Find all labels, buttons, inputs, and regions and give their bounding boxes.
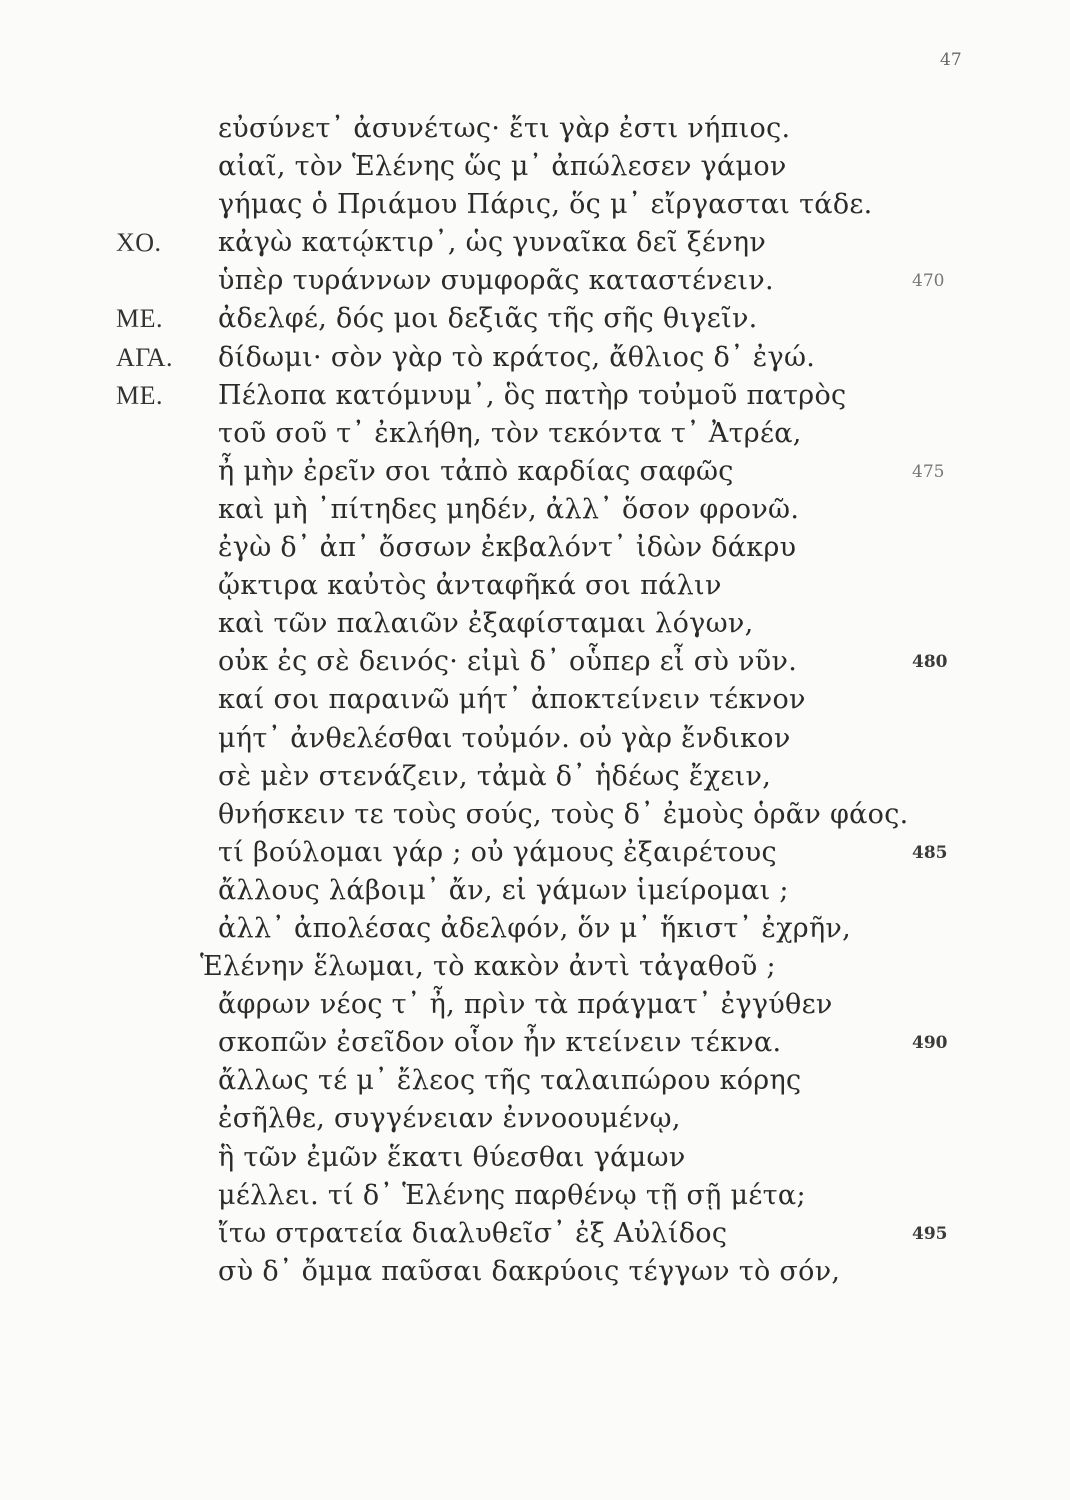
verse-line xyxy=(0,720,1070,758)
verse-text: αἰαῖ, τὸν Ἑλένης ὥς μ᾽ ἀπώλεσεν γάμον xyxy=(218,151,787,183)
verse-line xyxy=(0,148,1070,186)
verse-text: οὐκ ἐς σὲ δεινός· εἰμὶ δ᾽ οὗπερ εἶ σὺ νῦν. xyxy=(218,646,798,678)
verse-text: ἐσῆλθε, συγγένειαν ἐννοουμένῳ, xyxy=(218,1103,681,1135)
verse-line xyxy=(0,681,1070,719)
verse-text: ἦ μὴν ἐρεῖν σοι τἀπὸ καρδίας σαφῶς xyxy=(218,455,734,487)
verse-line xyxy=(0,872,1070,910)
line-number: 480 xyxy=(912,652,948,673)
verse-line xyxy=(0,605,1070,643)
verse-text: κἀγὼ κατῴκτιρ᾽, ὡς γυναῖκα δεῖ ξένην xyxy=(218,227,767,259)
verse-text: καί σοι παραινῶ μήτ᾽ ἀποκτείνειν τέκνον xyxy=(218,684,806,716)
verse-text: τί βούλομαι γάρ ; οὐ γάμους ἐξαιρέτους xyxy=(218,836,777,868)
verse-line xyxy=(0,948,1070,986)
verse-line xyxy=(0,491,1070,529)
verse-line xyxy=(0,1253,1070,1291)
verse-text: θνήσκειν τε τοὺς σούς, τοὺς δ᾽ ἐμοὺς ὁρᾶν φάος. xyxy=(218,798,909,830)
verse-text: εὐσύνετ᾽ ἀσυνέτως· ἔτι γὰρ ἐστι νήπιος. xyxy=(218,113,791,144)
verse-line xyxy=(0,1139,1070,1177)
verse-line xyxy=(0,339,1070,377)
verse-text: Πέλοπα κατόμνυμ᾽, ὃς πατὴρ τοὐμοῦ πατρὸς xyxy=(218,379,847,411)
verse-line xyxy=(0,300,1070,338)
verse-text: γήμας ὁ Πριάμου Πάρις, ὅς μ᾽ εἴργασται τάδε. xyxy=(218,189,873,221)
verse-line xyxy=(0,986,1070,1024)
speaker-label: ΑΓΑ. xyxy=(116,342,174,372)
verse-line xyxy=(0,758,1070,796)
verse-text: Ἑλένην ἕλωμαι, τὸ κακὸν ἀντὶ τἀγαθοῦ ; xyxy=(200,951,776,983)
verse-text: δίδωμι· σὸν γὰρ τὸ κράτος, ἄθλιος δ᾽ ἐγώ. xyxy=(218,341,816,373)
speaker-label: ΜΕ. xyxy=(116,304,163,334)
verse-text: ἄλλους λάβοιμ᾽ ἄν, εἰ γάμων ἱμείρομαι ; xyxy=(218,874,789,906)
verse-line xyxy=(0,910,1070,948)
verse-line xyxy=(0,262,1070,300)
verse-line xyxy=(0,110,1070,148)
verse-line xyxy=(0,567,1070,605)
verse-text: ἣ τῶν ἐμῶν ἕκατι θύεσθαι γάμων xyxy=(218,1141,686,1173)
verse-text: μέλλει. τί δ᾽ Ἑλένης παρθένῳ τῇ σῇ μέτα; xyxy=(218,1179,806,1211)
verse-text: ἐγὼ δ᾽ ἀπ᾽ ὄσσων ἐκβαλόντ᾽ ἰδὼν δάκρυ xyxy=(218,532,797,564)
verse-line xyxy=(0,643,1070,681)
verse-line xyxy=(0,377,1070,415)
verse-line xyxy=(0,1062,1070,1100)
speaker-label: ΧΟ. xyxy=(116,228,162,258)
line-number: 475 xyxy=(912,461,945,482)
verse-text: ὑπὲρ τυράννων συμφορᾶς καταστένειν. xyxy=(218,265,774,297)
verse-block xyxy=(0,110,1070,1291)
line-number: 495 xyxy=(912,1223,948,1244)
verse-text: μήτ᾽ ἀνθελέσθαι τοὐμόν. οὐ γὰρ ἔνδικον xyxy=(218,722,791,754)
verse-text: τοῦ σοῦ τ᾽ ἐκλήθη, τὸν τεκόντα τ᾽ Ἀτρέα, xyxy=(218,417,802,449)
verse-text: ᾤκτιρα καὐτὸς ἀνταφῆκά σοι πάλιν xyxy=(218,570,722,602)
verse-line xyxy=(0,186,1070,224)
line-number: 490 xyxy=(912,1033,948,1054)
verse-line xyxy=(0,1215,1070,1253)
verse-text: σκοπῶν ἐσεῖδον οἷον ἦν κτείνειν τέκνα. xyxy=(218,1027,782,1059)
verse-text: ἀδελφέ, δός μοι δεξιᾶς τῆς σῆς θιγεῖν. xyxy=(218,303,758,335)
verse-text: ἄφρων νέος τ᾽ ἦ, πρὶν τὰ πράγματ᾽ ἐγγύθεν xyxy=(218,989,833,1021)
verse-line xyxy=(0,796,1070,834)
verse-text: ἄλλως τέ μ᾽ ἔλεος τῆς ταλαιπώρου κόρης xyxy=(218,1065,802,1097)
verse-text: ἴτω στρατεία διαλυθεῖσ᾽ ἐξ Αὐλίδος xyxy=(218,1217,728,1249)
line-number: 485 xyxy=(912,842,948,863)
verse-line xyxy=(0,453,1070,491)
verse-line xyxy=(0,224,1070,262)
verse-line xyxy=(0,415,1070,453)
verse-text: καὶ μὴ ᾽πίτηδες μηδέν, ἀλλ᾽ ὅσον φρονῶ. xyxy=(218,493,800,525)
verse-line xyxy=(0,1100,1070,1138)
line-number: 470 xyxy=(912,271,945,292)
verse-line xyxy=(0,1024,1070,1062)
verse-text: σὲ μὲν στενάζειν, τἀμὰ δ᾽ ἡδέως ἔχειν, xyxy=(218,760,772,792)
verse-line xyxy=(0,834,1070,872)
speaker-label: ΜΕ. xyxy=(116,380,163,410)
verse-line xyxy=(0,529,1070,567)
verse-line xyxy=(0,1177,1070,1215)
verse-text: σὺ δ᾽ ὄμμα παῦσαι δακρύοις τέγγων τὸ σόν, xyxy=(218,1255,841,1287)
verse-text: καὶ τῶν παλαιῶν ἐξαφίσταμαι λόγων, xyxy=(218,608,754,640)
page-number: 47 xyxy=(940,50,962,70)
verse-text: ἀλλ᾽ ἀπολέσας ἀδελφόν, ὅν μ᾽ ἥκιστ᾽ ἐχρῆν, xyxy=(218,912,852,944)
